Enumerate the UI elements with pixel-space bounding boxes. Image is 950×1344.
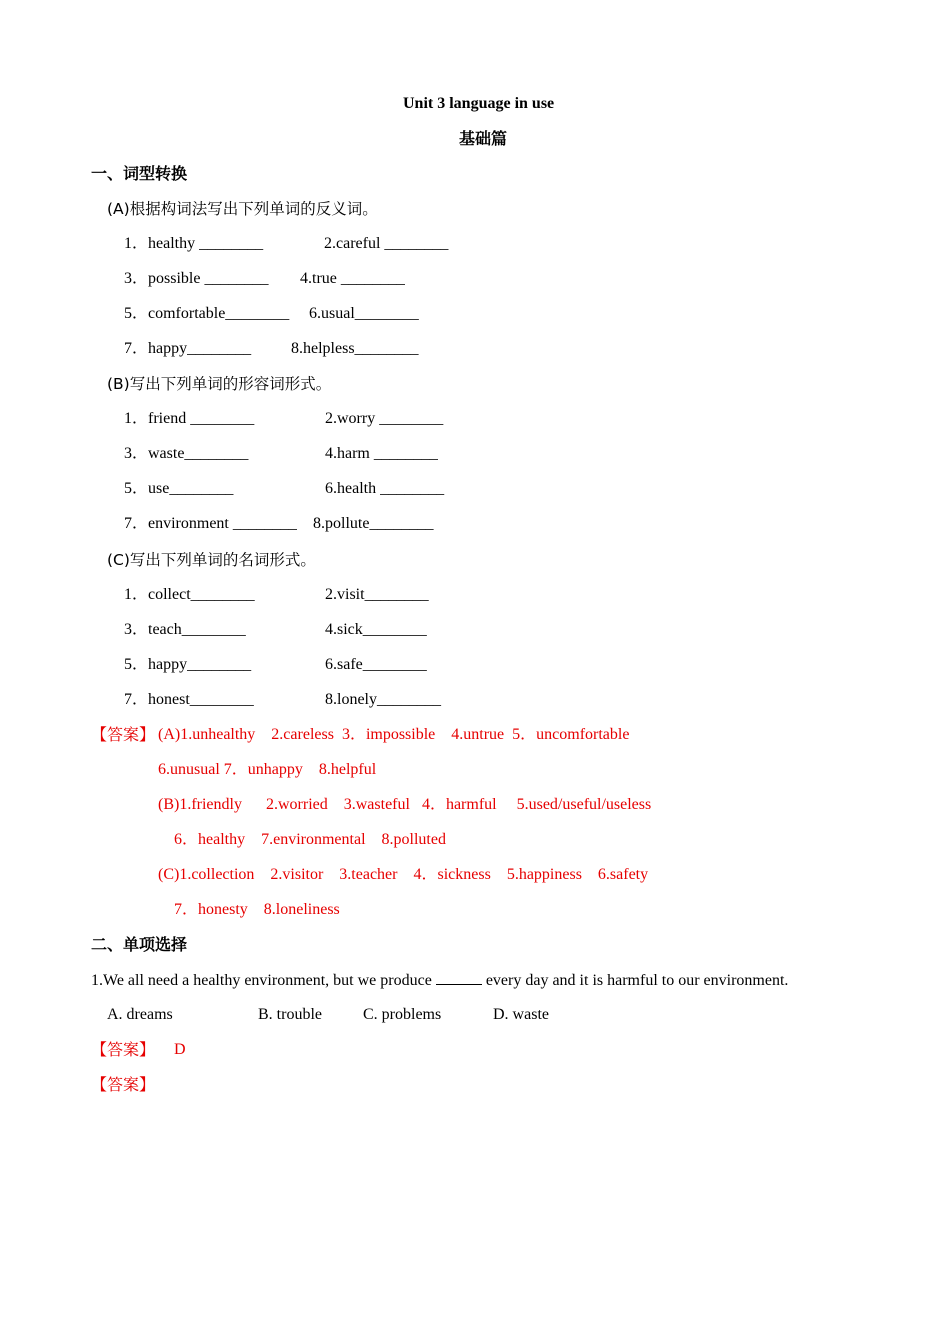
exercise-item: 4.true ________ [300, 270, 405, 287]
part-b-instruction: (B)写出下列单词的形容词形式。 [107, 375, 332, 393]
answer-line: (A)1.unhealthy 2.careless 3．impossible 4.untrue 5．uncomfortable [158, 726, 630, 743]
exercise-item: 6.safe________ [325, 656, 427, 673]
exercise-item: 7．happy________ [124, 340, 252, 357]
question-stem [91, 970, 788, 991]
option-b: B. trouble [258, 1006, 322, 1023]
exercise-item: 4.sick________ [325, 621, 427, 638]
question-stem-after: every day and it is harmful to our environment. [481, 972, 789, 989]
exercise-item: 3．teach________ [124, 621, 246, 638]
part-a-instruction: (A)根据构词法写出下列单词的反义词。 [107, 200, 378, 218]
exercise-item: 3．waste________ [124, 445, 249, 462]
option-d: D. waste [493, 1006, 549, 1023]
section-heading: 一、词型转换 [91, 164, 188, 183]
section-heading: 二、单项选择 [91, 935, 188, 954]
exercise-item: 2.worry ________ [325, 410, 444, 427]
exercise-item: 2.careful ________ [324, 235, 449, 252]
exercise-item: 8.pollute________ [313, 515, 434, 532]
answer-line: 6.unusual 7．unhappy 8.helpful [158, 761, 377, 778]
answer-line: 6．healthy 7.environmental 8.polluted [174, 831, 446, 848]
exercise-item: 5．happy________ [124, 656, 252, 673]
option-c: C. problems [363, 1006, 442, 1023]
exercise-item: 7．honest________ [124, 691, 254, 708]
answer-value: D [174, 1041, 186, 1058]
option-a: A. dreams [107, 1006, 173, 1023]
exercise-item: 8.helpless________ [291, 340, 419, 357]
exercise-item: 6.usual________ [309, 305, 419, 322]
answer-line: 7．honesty 8.loneliness [174, 901, 340, 918]
exercise-item: 5．comfortable________ [124, 305, 290, 322]
exercise-item: 7．environment ________ [124, 515, 297, 532]
exercise-item: 8.lonely________ [325, 691, 441, 708]
answer-label: 【答案】 [91, 1075, 156, 1094]
page-subtitle: 基础篇 [459, 129, 508, 148]
exercise-item: 1．collect________ [124, 586, 255, 603]
exercise-item: 2.visit________ [325, 586, 429, 603]
exercise-item: 3．possible ________ [124, 270, 269, 287]
exercise-item: 1．friend ________ [124, 410, 255, 427]
question-stem-before: 1.We all need a healthy environment, but we produce [91, 972, 436, 989]
answer-label: 【答案】 [91, 725, 156, 744]
answer-label: 【答案】 [91, 1040, 156, 1059]
exercise-item: 4.harm ________ [325, 445, 438, 462]
part-c-instruction: (C)写出下列单词的名词形式。 [107, 551, 316, 569]
exercise-item: 1．healthy ________ [124, 235, 264, 252]
answer-line: (B)1.friendly 2.worried 3.wasteful 4．harmful 5.used/useful/useless [158, 796, 652, 813]
exercise-item: 6.health ________ [325, 480, 445, 497]
exercise-item: 5．use________ [124, 480, 234, 497]
page-title: Unit 3 language in use [403, 95, 555, 112]
answer-line: (C)1.collection 2.visitor 3.teacher 4．sickness 5.happiness 6.safety [158, 866, 649, 883]
answer-blank [436, 970, 482, 985]
